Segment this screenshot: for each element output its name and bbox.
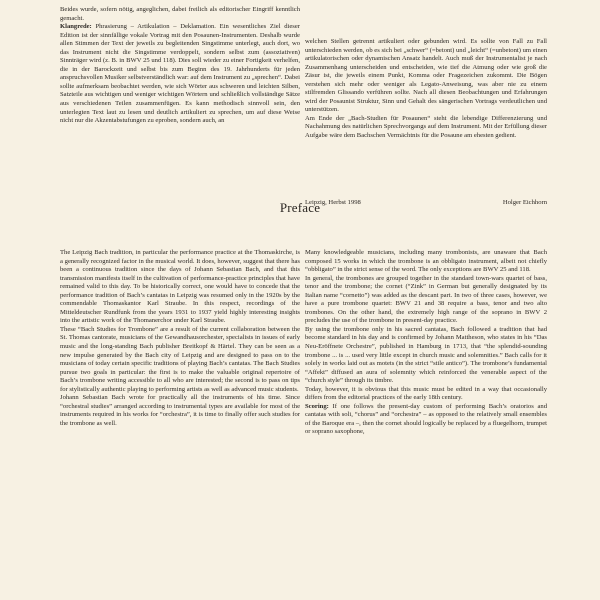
german-paragraph bbox=[60, 23, 300, 126]
english-paragraph: Today, however, it is obvious that this music must be edited in a way that occasionally differs from the editorial practices of the early 18th century. bbox=[305, 385, 547, 402]
english-paragraph: Many knowledgeable musicians, including many trombonists, are unaware that Bach composed 15 works in which the trombone is an obbligato instrument, albeit not chiefly “obbligato” in the strict sense of the word. The only exceptions are BWV 25 and 118. bbox=[305, 249, 547, 274]
klangrede-label: Klangrede: bbox=[60, 23, 92, 31]
place-date: Leipzig, Herbst 1998 bbox=[305, 199, 361, 206]
german-paragraph: Am Ende der „Bach-Studien für Posaunen“ steht die lebendige Differenzierung und Nachahmung des natürlichen Sprechvorgangs auf dem Instrument. Mit der Erfüllung dieser Aufgabe wäre dem Bachschen Vermächtnis für die Posaune am ehesten gedient. bbox=[305, 114, 547, 140]
author-name: Holger Eichhorn bbox=[502, 199, 547, 206]
english-paragraph: By using the trombone only in his sacred cantatas, Bach followed a tradition that had become standard in his day and is confirmed by Johann Mattheson, who states in his “Das Neu-Eröffnete Orchestre”, published in Hamburg in 1713, that “the splendid-sounding trombone ... is ... used very little except in church music and solemnities.” Bach calls for it solely in works laid out as motets (in the strict “stile antico”). The trombone’s fundamental “Affekt” diffused an aura of solemnity which reinforced the venerable aspect of the “church style” through its timbre. bbox=[305, 325, 547, 385]
page-title: Preface bbox=[279, 200, 321, 215]
english-paragraph-text: If one follows the present-day custom of performing Bach’s oratorios and cantatas with soli, “chorus” and “orchestra” – as opposed to the relatively small ensembles of the Baroque era –, then the cornet should logically be replaced by a fluegelhorn, trumpet or soprano saxophone, bbox=[305, 402, 547, 436]
english-paragraph: The Leipzig Bach tradition, in particular the performance practice at the Thomaskirche, is a generally recognized factor in the musical world. It does, however, suggest that there has been a continuous tradition since the days of Johann Sebastian Bach, and that this transmission manifests itself in the cultivation of performance-practice principles that have remained valid to this day. To be historically correct, one would have to concede that the performance tradition of Bach’s cantatas in Leipzig was resumed only in the 1920s by the commendable Thomaskantor Karl Straube. In this respect, recordings of the Mitteldeutscher Rundfunk from the years 1931 to 1937 yield highly interesting insights into the artistic work of the Thomanerchor under Karl Straube. bbox=[60, 249, 300, 325]
english-paragraph: These “Bach Studies for Trombone” are a result of the current collaboration between the St. Thomas cantorate, musicians of the Gewandhausorchester, specialists in issues of early music and the long-standing Bach publisher Breitkopf & Härtel. They can be seen as a new impulse generated by the Bach city of Leipzig and are designed to pass on to the musicians of today certain specific traditions of playing Bach’s cantatas. The Bach Studies pursue two goals in particular: the first is to make the valuable original repertoire of Bach’s trombone writing accessible to all who are interested; the second is to pass on tips for stylistically authentic playing to performing artists as well as advanced music students. bbox=[60, 325, 300, 393]
german-column-right bbox=[305, 38, 547, 141]
english-column-left bbox=[60, 249, 300, 428]
german-column-left bbox=[60, 6, 300, 126]
german-paragraph-text: Phrasierung – Artikulation – Deklamation. Ein wesentliches Ziel dieser Edition ist der sinnfällige vokale Vortrag mit den Posaunen-Instrumenten. Deshalb wurde allen Stimmen der Text der jeweils zu begleitenden Singstimme unterlegt, auch dort, wo das Instrument nicht die Singstimme verdoppelt, sondern selbst zum (assoziativen) Sinnträger wird (z. B. in BWV 25 und 118). Dies soll wieder zu einer Fortigkeit verhelfen, die in der Barockzeit und selbst bis zum Beginn des 19. Jahrhunderts für jeden anspruchsvollen Musiker selbstverständlich war: auf dem Instrument zu „sprechen“. Dabei sollte aufmerksam beobachtet werden, wie sich Wörter aus schweren und leichten Silben, Satzteile aus wichtigen und weniger wichtigen Wörtern und schließlich vollständige Sätze aus verschiedenen Teilen zusammenfügen. Es kann methodisch sinnvoll sein, den unterlegten Text laut zu lesen und deutlich artikuliert zu sprechen, um auf diese Weise nicht nur die Akzentabstufungen zu eproben, sondern auch, an bbox=[60, 23, 300, 125]
english-paragraph: Johann Sebastian Bach wrote for practically all the instruments of his time. Since “orchestral studies” arranged according to instrumental types are available for most of the instruments required in his works for “orchestra”, it is time to finally offer such studies for the trombone as well. bbox=[60, 394, 300, 427]
english-paragraph: In general, the trombones are grouped together in the standard town-wars quartet of bass, tenor and the trombone; the cornet (“Zink” in German but generally designated by its Italian name “cornetto”) was added as the descant part. In two of three cases, however, we have a pure trombone quartet: BWV 21 and 38 require a bass, tenor and two alto trombones. On the other hand, the extremely high range of the soprano in BWV 2 precludes the use of the trombone in present-day practice. bbox=[305, 274, 547, 325]
english-column-right bbox=[305, 249, 547, 437]
german-paragraph: Beides wurde, sofern nötig, angeglichen, dabei freilich als editorischer Eingriff kenntlich gemacht. bbox=[60, 6, 300, 22]
german-paragraph: welchen Stellen getrennt artikuliert oder gebunden wird. Es sollte von Fall zu Fall unterschieden werden, ob es sich bei „schwer“ (=betont) und „leicht“ (=unbetont) um einen artikulatorischen oder dynamischen Ansatz handelt. Auch muß der Instrumentalist je nach Zusammenhang unterscheiden und entscheiden, wie tief die Atmung oder wie groß die Zäsur ist, die jeweils einem Punkt, Komma oder Fragezeichen zukommt. Die Bögen verstehen sich mehr oder weniger als Legato-Anweisung, was aber nie zu einem stilfremden Glissando verführen sollte. Nach all diesen Beobachtungen und Erfahrungen wird der Posaunist Struktur, Sinn und Gehalt des sängerischen Vortrags verdeutlichen und unterstützen. bbox=[305, 38, 547, 114]
english-paragraph bbox=[305, 403, 547, 437]
scoring-label: Scoring: bbox=[305, 402, 329, 410]
